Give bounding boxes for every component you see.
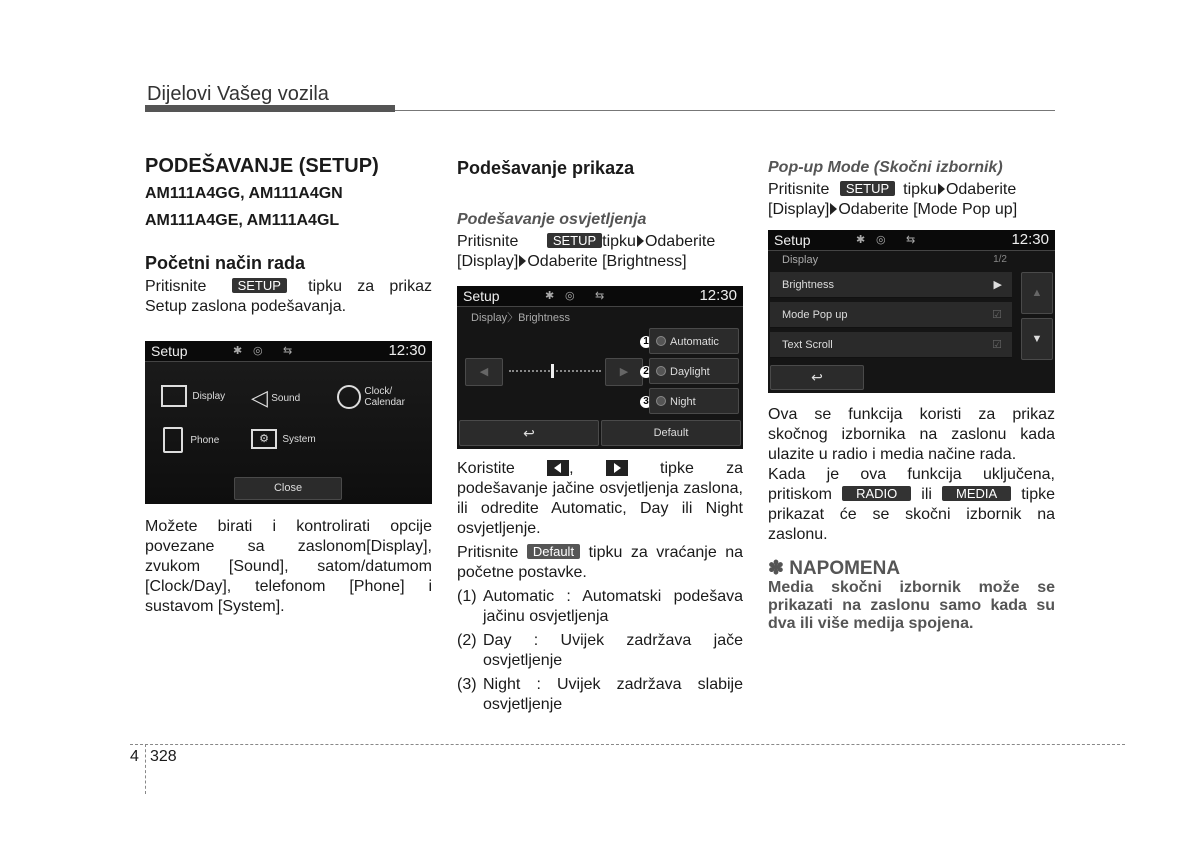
bluetooth-icon: ✱ bbox=[545, 290, 555, 302]
initial-mode-title: Početni način rada bbox=[145, 253, 306, 273]
clock-item[interactable] bbox=[337, 385, 427, 409]
item-number: (1) bbox=[457, 588, 477, 605]
brightness-label: Brightness bbox=[782, 279, 834, 291]
page-indicator: 1/2 bbox=[993, 254, 1007, 265]
left-key-icon bbox=[547, 460, 569, 476]
status-bar bbox=[768, 230, 1055, 251]
setup-options-text: Možete birati i kontrolirati opcije povezane sa zaslonom[Display], zvukom [Sound], satom/datumom [Clock/Day], telefonom [Phone] i sustavom [System]. bbox=[145, 518, 432, 615]
display-item[interactable] bbox=[161, 385, 225, 407]
gps-icon: ◎ bbox=[876, 234, 886, 246]
initial-mode-text bbox=[145, 277, 432, 317]
clock: 12:30 bbox=[388, 342, 426, 359]
text: tipku za prikaz Setup zaslona podešavanja. bbox=[145, 278, 432, 315]
media-key-label: MEDIA bbox=[942, 486, 1011, 501]
column-display bbox=[457, 158, 743, 272]
text: Pritisnite bbox=[457, 233, 519, 250]
arrow-right-icon: ▶ bbox=[993, 279, 1002, 291]
text: , bbox=[569, 460, 574, 477]
brightness-screen bbox=[457, 286, 743, 449]
back-icon: ↩ bbox=[811, 369, 823, 385]
system-item[interactable] bbox=[251, 429, 316, 449]
header-bar bbox=[145, 105, 395, 112]
note-body: Media skočni izbornik može se prikazati na zaslonu samo kada su dva ili više medija spojena. bbox=[768, 579, 1055, 632]
setup-key-label: SETUP bbox=[840, 181, 895, 196]
popup-steps bbox=[768, 180, 1055, 220]
section-header: Dijelovi Vašeg vozila bbox=[147, 83, 329, 105]
radio-dot bbox=[656, 336, 666, 346]
column-popup-body bbox=[768, 405, 1055, 633]
radio-dot bbox=[656, 396, 666, 406]
column-display-body bbox=[457, 459, 743, 715]
column-popup bbox=[768, 158, 1055, 220]
status-bar bbox=[457, 286, 743, 307]
sound-item[interactable] bbox=[251, 385, 300, 411]
item-text: Night : Uvijek zadržava slabije osvjetljenje bbox=[483, 676, 743, 713]
arrow-right-icon bbox=[830, 203, 837, 215]
screen-title: Setup bbox=[463, 288, 500, 304]
breadcrumb: Display〉Brightness bbox=[471, 312, 571, 324]
mode-popup-row[interactable] bbox=[770, 302, 1012, 328]
text: tipke prikazat će se skočni izbornik na zaslonu. bbox=[768, 486, 1056, 543]
marker-3: 3 bbox=[640, 396, 652, 408]
display-settings-title: Podešavanje prikaza bbox=[457, 158, 635, 178]
setup-key-label: SETUP bbox=[232, 278, 287, 293]
radio-key-label: RADIO bbox=[842, 486, 911, 501]
text: Odaberite [Display] bbox=[457, 233, 716, 270]
night-label: Night bbox=[670, 396, 696, 408]
usb-icon: ⇆ bbox=[283, 345, 293, 357]
item-text: Day : Uvijek zadržava jače osvjetljenje bbox=[483, 632, 743, 669]
arrow-right-icon bbox=[938, 183, 945, 195]
chapter-number: 4 bbox=[130, 748, 139, 765]
text: Pritisnite bbox=[145, 278, 207, 295]
gps-icon: ◎ bbox=[253, 345, 263, 357]
bluetooth-icon: ✱ bbox=[856, 234, 866, 246]
system-label: System bbox=[282, 434, 316, 446]
daylight-label: Daylight bbox=[670, 366, 710, 378]
setup-key-label: SETUP bbox=[547, 233, 602, 248]
default-button[interactable]: Default bbox=[601, 420, 741, 446]
model-codes-2: AM111A4GE, AM111A4GL bbox=[145, 212, 340, 229]
back-button[interactable] bbox=[459, 420, 599, 446]
breadcrumb: Display bbox=[782, 254, 819, 266]
text: ili bbox=[921, 486, 932, 503]
text: Pritisnite bbox=[457, 544, 519, 561]
text: tipku bbox=[602, 233, 636, 250]
text: Kada je ova funkcija uključena, pritiskom bbox=[768, 466, 1055, 503]
text: tipku za vraćanje na početne postavke. bbox=[457, 544, 743, 581]
setup-title: PODEŠAVANJE (SETUP) bbox=[145, 155, 379, 177]
folder-gear-icon: ⚙ bbox=[251, 429, 277, 449]
status-bar bbox=[145, 341, 432, 362]
arrow-keys-line: Koristite , tipke za bbox=[457, 460, 743, 477]
model-codes-1: AM111A4GG, AM111A4GN bbox=[145, 185, 343, 202]
back-icon: ↩ bbox=[523, 425, 535, 441]
clock: 12:30 bbox=[699, 287, 737, 304]
clock-icon bbox=[337, 385, 361, 409]
footer-rule bbox=[130, 744, 1125, 745]
text: Odaberite [Brightness] bbox=[527, 253, 687, 270]
back-button[interactable] bbox=[770, 365, 864, 390]
text-scroll-row[interactable] bbox=[770, 332, 1012, 358]
text: Pritisnite bbox=[768, 181, 830, 198]
display-label: Display bbox=[192, 391, 226, 403]
note-title: ✽ NAPOMENA bbox=[768, 558, 901, 579]
text: Odaberite [Mode Pop up] bbox=[838, 201, 1018, 218]
footer-divider bbox=[145, 744, 146, 794]
arrow-right-icon bbox=[637, 235, 644, 247]
screen-title: Setup bbox=[151, 343, 188, 359]
bluetooth-icon: ✱ bbox=[233, 345, 243, 357]
popup-description: Ova se funkcija koristi za prikaz skočnog izbornika na zaslonu kada ulazite u radio i media načine rada. bbox=[768, 406, 1055, 463]
checkbox-icon[interactable]: ☑ bbox=[992, 309, 1002, 321]
checkbox-icon[interactable]: ☑ bbox=[992, 339, 1002, 351]
popup-enabled-text bbox=[768, 465, 1055, 545]
phone-label: Phone bbox=[190, 435, 220, 447]
scroll-up-button[interactable] bbox=[1021, 272, 1053, 314]
list-item bbox=[457, 587, 743, 627]
header-rule bbox=[395, 110, 1055, 111]
brightness-subtitle: Podešavanje osvjetljenja bbox=[457, 211, 647, 228]
radio-dot bbox=[656, 366, 666, 376]
mode-popup-label: Mode Pop up bbox=[782, 309, 848, 321]
item-text: Automatic : Automatski podešava jačinu osvjetljenja bbox=[483, 588, 743, 625]
phone-icon bbox=[163, 427, 183, 453]
display-icon bbox=[161, 385, 187, 407]
default-text bbox=[457, 543, 743, 583]
clock: 12:30 bbox=[1011, 231, 1049, 248]
brightness-slider[interactable] bbox=[509, 370, 601, 374]
text: tipku bbox=[903, 181, 937, 198]
popup-subtitle: Pop-up Mode (Skočni izbornik) bbox=[768, 159, 1003, 176]
up-arrow-icon: ▲ bbox=[1031, 287, 1043, 299]
usb-icon: ⇆ bbox=[906, 234, 916, 246]
default-key-label: Default bbox=[527, 544, 580, 559]
list-item bbox=[457, 675, 743, 715]
right-arrow-icon: ▶ bbox=[619, 366, 629, 378]
list-item bbox=[457, 631, 743, 671]
marker-2: 2 bbox=[640, 366, 652, 378]
brightness-steps bbox=[457, 232, 743, 272]
increase-button[interactable] bbox=[605, 358, 643, 386]
page-number: 328 bbox=[150, 748, 177, 765]
sound-label: Sound bbox=[271, 393, 301, 405]
decrease-button[interactable] bbox=[465, 358, 503, 386]
daylight-option[interactable] bbox=[649, 358, 739, 384]
night-option[interactable] bbox=[649, 388, 739, 414]
text: Odaberite [Display] bbox=[768, 181, 1017, 218]
setup-home-screen bbox=[145, 341, 432, 504]
gps-icon: ◎ bbox=[565, 290, 575, 302]
right-key-icon bbox=[606, 460, 628, 476]
text-scroll-label: Text Scroll bbox=[782, 339, 833, 351]
clock-label: Clock/ Calendar bbox=[364, 386, 405, 408]
automatic-option[interactable] bbox=[649, 328, 739, 354]
speaker-icon: ◁ bbox=[251, 385, 268, 410]
scroll-down-button[interactable] bbox=[1021, 318, 1053, 360]
down-arrow-icon: ▼ bbox=[1031, 333, 1043, 345]
arrow-right-icon bbox=[519, 255, 526, 267]
phone-item[interactable] bbox=[163, 427, 219, 453]
automatic-label: Automatic bbox=[670, 336, 719, 348]
text: Koristite bbox=[457, 460, 515, 477]
marker-1: 1 bbox=[640, 336, 652, 348]
arrow-keys-text: podešavanje jačine osvjetljenja zaslona, ili odredite Automatic, Day ili Night osvjetljenje. bbox=[457, 480, 743, 537]
left-arrow-icon: ◀ bbox=[479, 366, 489, 378]
item-number: (2) bbox=[457, 632, 477, 649]
slider-handle[interactable] bbox=[551, 364, 554, 378]
column-setup bbox=[145, 156, 432, 317]
close-button[interactable]: Close bbox=[234, 477, 342, 500]
brightness-row[interactable] bbox=[770, 272, 1012, 298]
usb-icon: ⇆ bbox=[595, 290, 605, 302]
item-number: (3) bbox=[457, 676, 477, 693]
display-menu-screen bbox=[768, 230, 1055, 393]
screen-title: Setup bbox=[774, 232, 811, 248]
